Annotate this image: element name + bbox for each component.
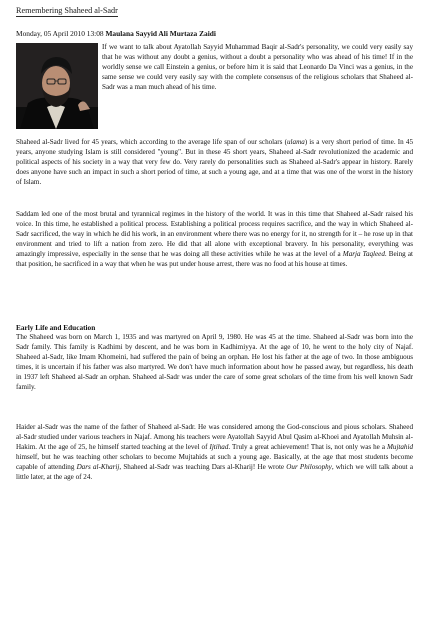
portrait-illustration — [16, 43, 98, 129]
paragraph-saddam — [16, 210, 413, 270]
paragraph-saddam-text-b: . Being at that position, he sacrificed in a way that when he was put under house arrest, there was no food at his house at times. — [16, 249, 413, 268]
paragraph-father-text-b: . Truly a great achievement! That is, not only was he a — [228, 442, 387, 451]
term-dars-al-kharij: Dars al-Kharij — [76, 462, 120, 471]
term-mujtahid: Mujtahid — [386, 442, 413, 451]
paragraph-birth: The Shaheed was born on March 1, 1935 and was martyred on April 9, 1980. He was 45 at the time. Shaheed al-Sadr was born into the Sadr family. This family is Kadhimi by descent, and he was born in Kadhimiyya. At the age of 10, he went to the holy city of Najaf. Shaheed al-Sadr, like Imam Khomeini, had suffered the pain of being an orphan. He lost his father at the age of two. In those ambiguous times, it is uncertain if his father was also martyred. We don't have much information about how he passed away, but regardless, his death in 1937 left Shaheed al-Sadr an orphan. Shaheed al-Sadr was under the care of some great scholars of the time from his well known Sadr family. — [16, 333, 413, 391]
paragraph-lifespan-text-b: ) is a very short period of time. In 45 years, anyone studying Islam is still considered "young". But in these 45 short years, Shaheed al-Sadr revolutionized the academic and political aspects of his society in a way that very few do. Very rarely do personalities such as Shaheed al-Sadr's appear in history. Rarely does anyone have such an impact in such a short period of time, at such a young age, and at a time that was one of the worst in the history of Islam. — [16, 138, 413, 186]
paragraph-lifespan-text-a: Shaheed al-Sadr lived for 45 years, which according to the average life span of our scholars ( — [16, 138, 287, 146]
article-date: Monday, 05 April 2010 13:08 — [16, 29, 104, 38]
term-ulama: ulama — [287, 138, 305, 146]
article-meta — [16, 29, 216, 39]
portrait-photo — [16, 43, 98, 129]
paragraph-saddam-text-a: Saddam led one of the most brutal and tyrannical regimes in the history of the world. It was in this time that Shaheed al-Sadr raised his voice. In this time, he established a political process. Establishing a political process requires sacrifice, and the way in which Shaheed al-Sadr sacrificed, the way in which he did his work, in an environment where there was no energy for it, no strength for it – he rose up in that environment and tried to lift a nation from zero. He did that all alone with exceptional bravery. In his personality, everything was amazingly impressive, especially in the sense that he was doing all these activities while he was at the level of a — [16, 210, 413, 258]
section-heading-early-life: Early Life and Education — [16, 323, 96, 332]
term-ijtihad: Ijtihad — [209, 442, 229, 451]
paragraph-father-text-c: himself, but he was teaching other scholars to become Mujtahids at such a young age. Basically, at the age that most students become capable of attending — [16, 452, 413, 471]
paragraph-father-text-e: , which we will talk about a little later, at the age of 24. — [16, 462, 413, 481]
paragraph-father-text-a: Haider al-Sadr was the name of the father of Shaheed al-Sadr. He was considered among the God-conscious and pious scholars. Shaheed al-Sadr studied under various teachers in Najaf. Among his teachers were Ayatollah Sayyid Abul Qasim al-Khoei and Ayatollah Muhsin al-Hakim. At the age of 25, he himself started teaching at the level of — [16, 423, 413, 451]
paragraph-intro: If we want to talk about Ayatollah Sayyid Muhammad Baqir al-Sadr's personality, we could very easily say that he was without any doubt a genius, without a doubt a personality who was ahead of his time! If in the worldly sense we call Einstein a genius, or before him it is said that Leonardo Da Vinci was a genius, in the same sense we could very easily say with the complete consensus of the religious scholars that Shaheed al-Sadr was a man much ahead of his time. — [102, 43, 413, 91]
article-author: Maulana Sayyid Ali Murtaza Zaidi — [105, 29, 216, 38]
article-title-link[interactable]: Remembering Shaheed al-Sadr — [16, 6, 118, 15]
paragraph-lifespan — [16, 138, 413, 188]
paragraph-father-text-d: , Shaheed al-Sadr was teaching Dars al-Kharij! He wrote — [119, 462, 287, 471]
paragraph-father — [16, 423, 413, 483]
book-title-our-philosophy: Our Philosophy — [286, 462, 332, 471]
term-marja-taqleed: Marja Taqleed — [342, 249, 385, 258]
